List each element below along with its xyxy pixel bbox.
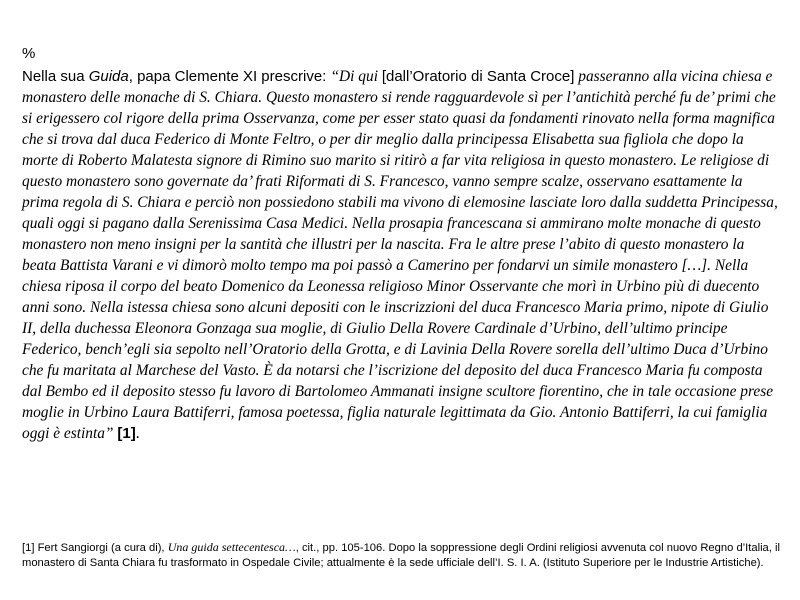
bracketed-insertion: [dall’Oratorio di Santa Croce] (381, 68, 575, 85)
main-paragraph (22, 66, 780, 444)
footnote-text-b: , cit., pp. 105-106. Dopo la soppressione degli Ordini religiosi avvenuta col nuovo Regno d’Italia, il monastero di Santa Chiara fu trasformato in Ospedale Civile; attualmente è la sede ufficiale dell’I. S. I. A. (Istituto Superiore per le Industrie Artistiche). (22, 542, 780, 569)
section-marker: % (22, 45, 36, 62)
document-body (22, 45, 780, 444)
footnote (22, 540, 780, 571)
paragraph-end: . (135, 425, 140, 442)
intro-text: Nella sua (22, 68, 89, 85)
footnote-text-a: [1] Fert Sangiorgi (a cura di), (22, 542, 168, 554)
footnote-title: Una guida settecentesca… (167, 540, 296, 554)
intro-text-cont: , papa Clemente XI prescrive: (128, 68, 331, 85)
quote-body: passeranno alla vicina chiesa e monastero delle monache di S. Chiara. Questo monastero si rende ragguardevole sì per l’antichità perché fu de’ primi che si erigessero col rigore della prima Osservanza, come per esser stato quasi da fondamenti rinovato nella forma magnifica che si trova dal duca Federico di Monte Feltro, o per dir meglio dalla principessa Elisabetta sua figliola che dopo la morte di Roberto Malatesta signore di Rimino suo marito si ritirò a far vita religiosa in questo monastero. Le religiose di questo monastero sono governate da’ frati Riformati di S. Francesco, vanno sempre scalze, osservano esattamente la prima regola di S. Chiara e perciò non possiedono stabili ma vivono di elemosine lasciate loro dalla suddetta Principessa, quali oggi si pagano dalla Serenissima Casa Medici. Nella prosapia francescana si ammirano molte monache di questo monastero non meno insigni per la santità che illustri per la nascita. Fra le altre prese l’abito di questo monastero la beata Battista Varani e vi dimorò molto tempo ma poi passò a Camerino per fondarvi un simile monastero […]. Nella chiesa riposa il corpo del beato Domenico da Leonessa religioso Minor Osservante che morì in Urbino più di duecento anni sono. Nella istessa chiesa sono alcuni depositi con le inscrizzioni del duca Francesco Maria primo, nipote di Giulio II, della duchessa Eleonora Gonzaga sua moglie, di Giulio Della Rovere Cardinale d’Urbino, dell’ultimo principe Federico, bench’egli sia sepolto nell’Oratorio della Grotta, e di Lavinia Della Rovere sorella dell’ultimo Duca d’Urbino che fu maritata al Marchese del Vasto. È da notarsi che l’iscrizione del deposito del duca Francesco Maria fu composta dal Bembo ed il deposito stesso fu lavoro di Bartolomeo Ammanati insigne scultore fiorentino, che in tale occasione prese moglie in Urbino Laura Battiferri, famosa poetessa, figlia naturale legittimata da Gio. Antonio Battiferri, la cui famiglia oggi è estinta” (22, 68, 778, 442)
footnote-ref-link[interactable]: [1] (117, 425, 136, 442)
book-title: Guida (88, 68, 129, 85)
quote-open: “Di qui (330, 68, 382, 85)
